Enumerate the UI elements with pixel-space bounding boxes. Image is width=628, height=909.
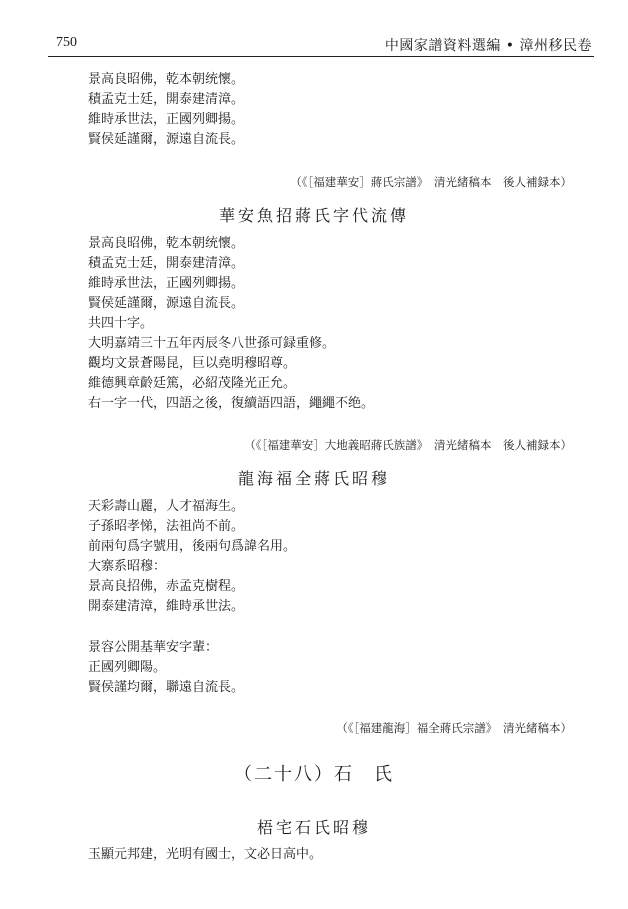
heading-huaan-yuzhao: 華安魚招蔣氏字代流傳: [218, 206, 409, 225]
huaan-verse: [88, 234, 374, 414]
huaan-lineage-verse: [88, 638, 244, 698]
verse-line: 天彩壽山麗，人才福海生。: [88, 499, 245, 514]
source-citation-3: （《［福建龍海］福全蔣氏宗譜》 清光緒稿本）: [336, 721, 572, 735]
wuzhai-verse: [88, 845, 322, 865]
source-citation-1: （《［福建華安］蔣氏宗譜》 清光緒稿本 後人補録本）: [290, 175, 572, 189]
page-header: [48, 34, 594, 57]
verse-line: 景高良招佛，赤孟克樹程。: [88, 579, 245, 594]
intro-verse: [88, 70, 244, 150]
verse-line: 大明嘉靖三十五年丙辰冬八世孫可録重修。: [88, 336, 336, 351]
section-heading-shi-clan: （二十八）石 氏: [234, 764, 394, 785]
verse-line: 賢侯延謹爾，源遠自流長。: [88, 296, 245, 311]
verse-line: 賢侯延謹爾，源遠自流長。: [88, 132, 245, 147]
verse-line: 共四十字。: [88, 316, 154, 331]
verse-line: 開泰建清漳，維時承世法。: [88, 599, 245, 614]
page-number: 750: [56, 35, 77, 50]
verse-line: 正國列卿陽。: [88, 660, 167, 675]
verse-line: 大寨系昭穆：: [88, 559, 167, 574]
verse-line: 玉顯元邦建，光明有國士，文必日高中。: [88, 847, 323, 862]
verse-line: 右一字一代，四語之後，復續語四語，繩繩不绝。: [88, 396, 375, 411]
verse-line: 子孫昭孝悌，法祖尚不前。: [88, 519, 245, 534]
verse-line: 景容公開基華安字輩：: [88, 640, 219, 655]
verse-line: 維時承世法，正國列卿揚。: [88, 276, 245, 291]
verse-line: 維時承世法，正國列卿揚。: [88, 112, 245, 127]
verse-line: 賢侯謹均爾，聯遠自流長。: [88, 680, 245, 695]
heading-wuzhai-shi: 梧宅石氏昭穆: [256, 818, 371, 837]
source-citation-2: （《［福建華安］大地義昭蔣氏族譜》 清光緒稿本 後人補録本）: [244, 438, 572, 452]
longhai-verse: [88, 497, 296, 617]
verse-line: 前兩句爲字號用，後兩句爲諱名用。: [88, 539, 297, 554]
heading-longhai-fuquan: 龍海福全蔣氏昭穆: [237, 469, 390, 488]
series-title: 中國家譜資料選編 • 漳州移民卷: [384, 38, 592, 54]
verse-line: 景高良昭佛，乾本朝统懷。: [88, 236, 245, 251]
verse-line: 積孟克士廷，開泰建清漳。: [88, 256, 245, 271]
verse-line: 觀均文景蒼陽昆，巨以堯明穆昭尊。: [88, 356, 297, 371]
verse-line: 積孟克士廷，開泰建清漳。: [88, 92, 245, 107]
verse-line: 維德興章齡廷篤，必紹茂隆光正允。: [88, 376, 297, 391]
verse-line: 景高良昭佛，乾本朝统懷。: [88, 72, 245, 87]
